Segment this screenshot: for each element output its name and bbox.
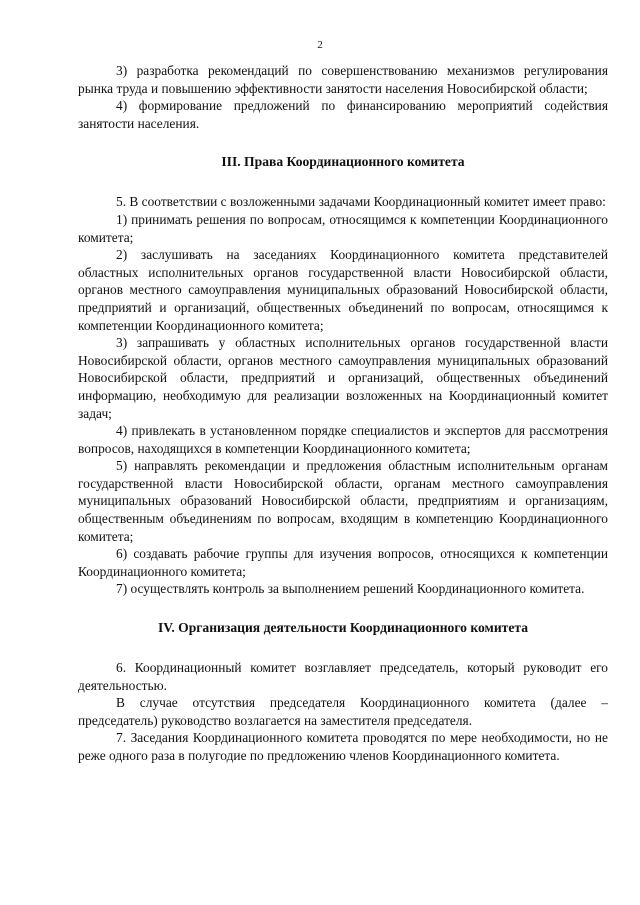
rights-item-6: 6) создавать рабочие группы для изучения вопросов, относящихся к компетенции Координационного комитета; <box>78 546 608 579</box>
section-heading-organization: IV. Организация деятельности Координационного комитета <box>157 620 529 636</box>
rights-item-2: 2) заслушивать на заседаниях Координационного комитета представителей областных исполнительных органов государственной власти Новосибирской области, органов местного самоуправления муниципальных образований Новосибирской области, предприятий и организаций, общественных объединений по вопросам, относящимся к компетенции Координационного комитета; <box>78 247 608 333</box>
document-body <box>78 62 608 765</box>
organization-paragraph-7: 7. Заседания Координационного комитета проводятся по мере необходимости, но не реже одного раза в полугодие по предложению членов Координационного комитета. <box>78 730 608 763</box>
organization-paragraph-6: 6. Координационный комитет возглавляет председатель, который руководит его деятельностью. <box>78 660 608 693</box>
page-number: 2 <box>317 39 323 51</box>
rights-item-1: 1) принимать решения по вопросам, относящимся к компетенции Координационного комитета; <box>78 211 608 245</box>
rights-item-7: 7) осуществлять контроль за выполнением решений Координационного комитета. <box>116 581 585 597</box>
rights-item-5: 5) направлять рекомендации и предложения областным исполнительным органам государственной власти Новосибирской области, органам местного самоуправления муниципальных образований Новосибирской области, предприятиям и организациям, общественным объединениям по вопросам, входящим в компетенцию Координационного комитета; <box>78 458 608 544</box>
section-heading-rights: III. Права Координационного комитета <box>221 154 465 170</box>
organization-paragraph-deputy: В случае отсутствия председателя Координационного комитета (далее – председатель) руководство возлагается на заместителя председателя. <box>78 695 608 728</box>
paragraph-item-3: 3) разработка рекомендаций по совершенствованию механизмов регулирования рынка труда и повышению эффективности занятости населения Новосибирской области; <box>78 63 608 96</box>
rights-intro: 5. В соответствии с возложенными задачами Координационный комитет имеет право: <box>116 194 606 210</box>
rights-item-4: 4) привлекать в установленном порядке специалистов и экспертов для рассмотрения вопросов, находящихся в компетенции Координационного комитета; <box>78 423 608 456</box>
rights-item-3: 3) запрашивать у областных исполнительных органов государственной власти Новосибирской области, органов местного самоуправления муниципальных образований Новосибирской области, предприятий и организаций, общественных объединений информацию, необходимую для реализации возложенных на Координационный комитет задач; <box>78 335 608 421</box>
paragraph-item-4: 4) формирование предложений по финансированию мероприятий содействия занятости населения. <box>78 98 608 131</box>
